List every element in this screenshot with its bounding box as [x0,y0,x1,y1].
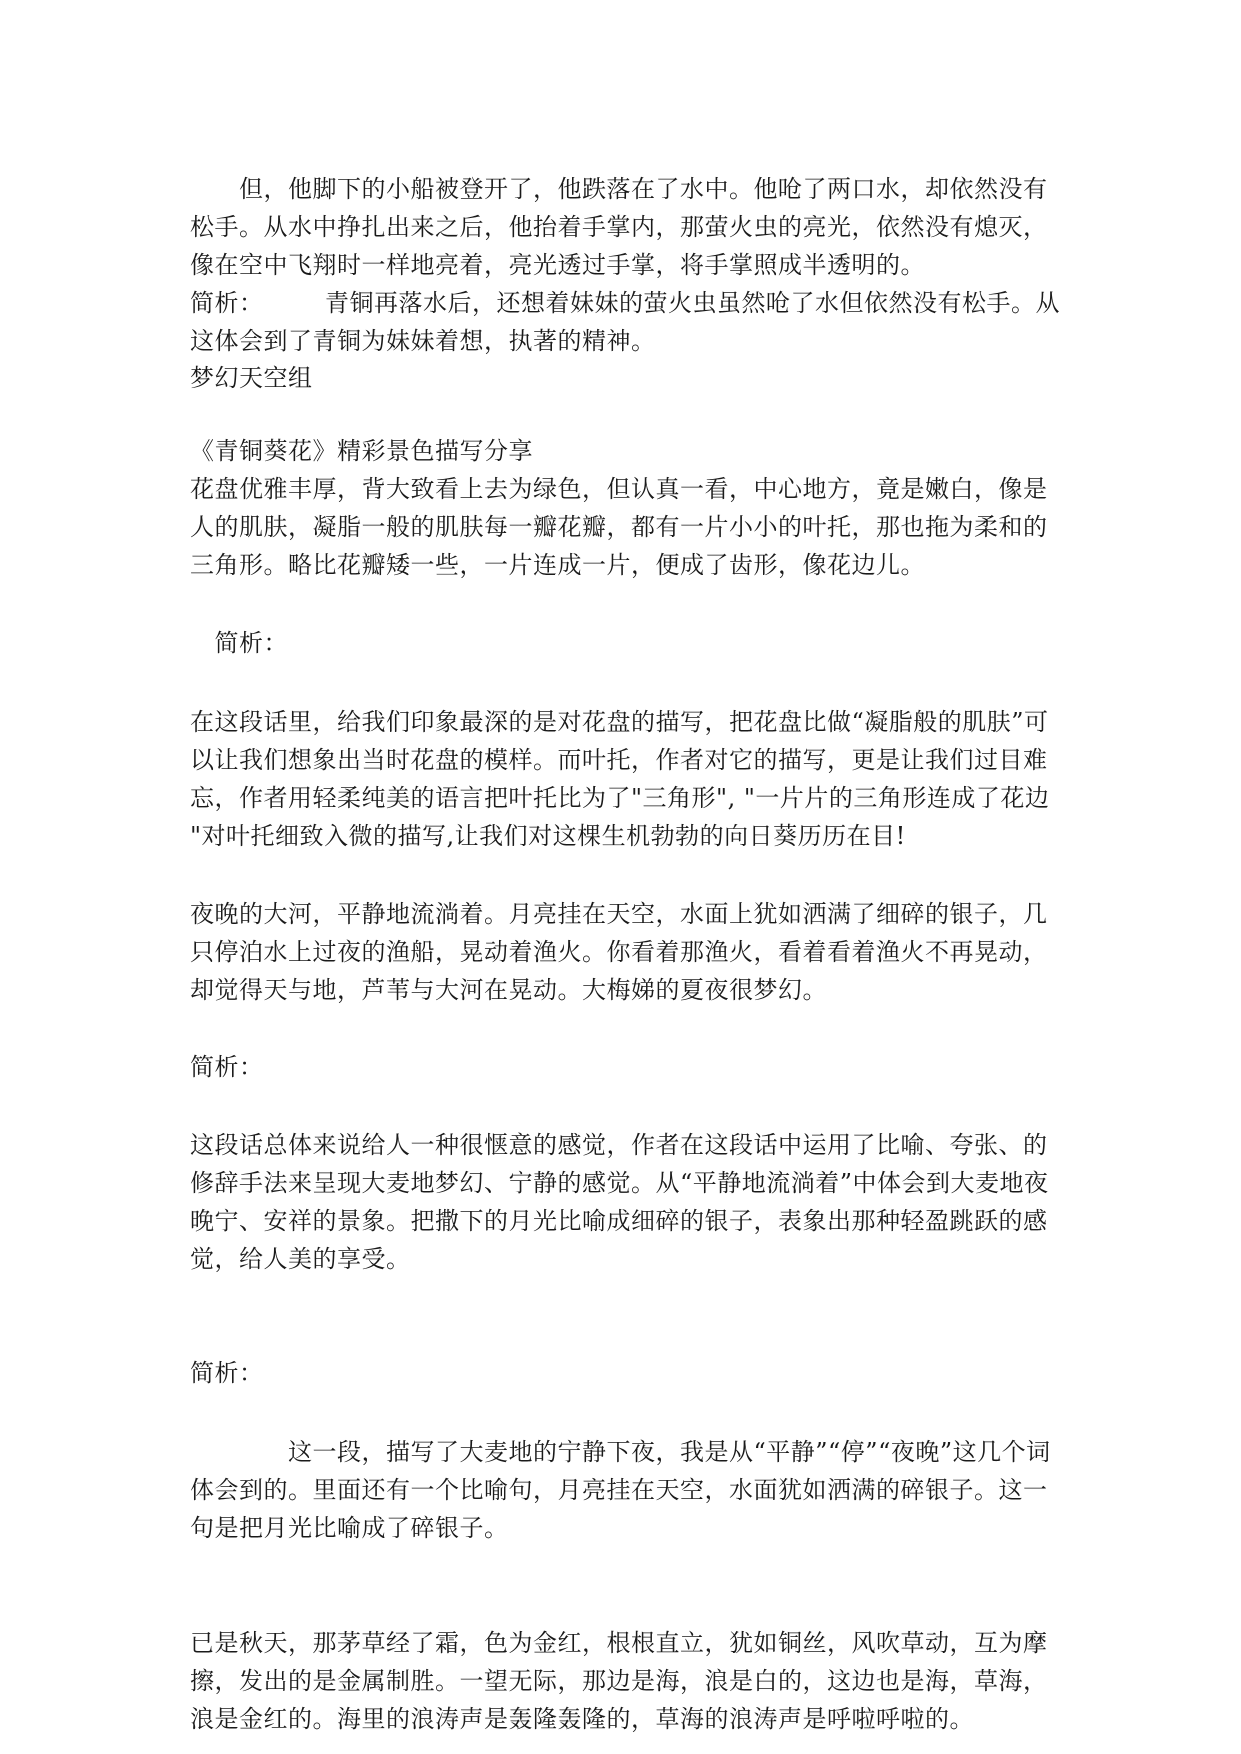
group-name: 梦幻天空组 [190,364,313,392]
section-title: 《青铜葵花》精彩景色描写分享 [190,437,533,465]
text-line: 已是秋天，那茅草经了霜，色为金红，根根直立，犹如铜丝，风吹草动，互为摩 [190,1629,1048,1657]
text-line: 三角形。略比花瓣矮一些，一片连成一片，便成了齿形，像花边儿。 [190,551,925,579]
text-line: 句是把月光比喻成了碎银子。 [190,1514,509,1542]
text-line: 简析： 青铜再落水后，还想着妹妹的萤火虫虽然呛了水但依然没有松手。从 [190,289,1060,317]
text-line: 晚宁、安祥的景象。把撒下的月光比喻成细碎的银子，表象出那种轻盈跳跃的感 [190,1207,1048,1235]
analysis-label: 简析： [190,629,288,657]
text-line: 觉，给人美的享受。 [190,1245,411,1273]
text-line: 但，他脚下的小船被登开了，他跌落在了水中。他呛了两口水，却依然没有 [190,175,1048,203]
text-line: "对叶托细致入微的描写,让我们对这棵生机勃勃的向日葵历历在目! [190,822,906,850]
text-line: 这段话总体来说给人一种很惬意的感觉，作者在这段话中运用了比喻、夸张、的 [190,1131,1048,1159]
analysis-label: 简析： [190,1359,264,1387]
text-line: 只停泊水上过夜的渔船，晃动着渔火。你看着那渔火，看着看着渔火不再晃动， [190,938,1048,966]
text-line: 擦，发出的是金属制胜。一望无际，那边是海，浪是白的，这边也是海，草海， [190,1667,1048,1695]
text-line: 人的肌肤，凝脂一般的肌肤每一瓣花瓣，都有一片小小的叶托，那也拖为柔和的 [190,513,1048,541]
text-line: 松手。从水中挣扎出来之后，他抬着手掌内，那萤火虫的亮光，依然没有熄灭， [190,213,1048,241]
text-line: 像在空中飞翔时一样地亮着，亮光透过手掌，将手掌照成半透明的。 [190,251,925,279]
text-line: 夜晚的大河，平静地流淌着。月亮挂在天空，水面上犹如洒满了细碎的银子，几 [190,900,1048,928]
text-line: 却觉得天与地，芦苇与大河在晃动。大梅娣的夏夜很梦幻。 [190,976,827,1004]
text-line: 在这段话里，给我们印象最深的是对花盘的描写，把花盘比做“凝脂般的肌肤”可 [190,708,1049,736]
text-line: 这体会到了青铜为妹妹着想，执著的精神。 [190,327,656,355]
text-line: 忘，作者用轻柔纯美的语言把叶托比为了"三角形", "一片片的三角形连成了花边 [190,784,1050,812]
text-line: 花盘优雅丰厚，背大致看上去为绿色，但认真一看，中心地方，竟是嫩白，像是 [190,475,1048,503]
text-line: 修辞手法来呈现大麦地梦幻、宁静的感觉。从“平静地流淌着”中体会到大麦地夜 [190,1169,1049,1197]
text-line: 体会到的。里面还有一个比喻句，月亮挂在天空，水面犹如洒满的碎银子。这一 [190,1476,1048,1504]
text-line: 浪是金红的。海里的浪涛声是轰隆轰隆的，草海的浪涛声是呼啦呼啦的。 [190,1705,974,1733]
text-line: 以让我们想象出当时花盘的模样。而叶托，作者对它的描写，更是让我们过目难 [190,746,1048,774]
analysis-label: 简析： [190,1053,264,1081]
text-line: 这一段，描写了大麦地的宁静下夜，我是从“平静”“停”“夜晚”这几个词 [190,1438,1051,1466]
